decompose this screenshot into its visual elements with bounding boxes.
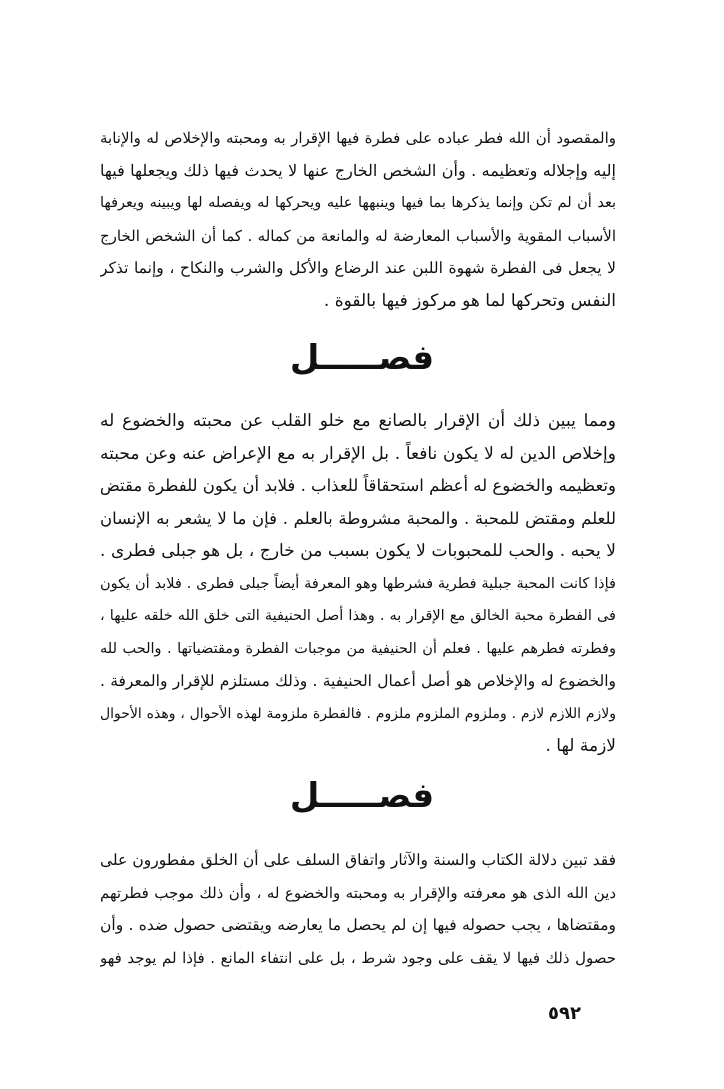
text-line: لازمة لها . [545, 736, 616, 756]
text-line: فى الفطرة محبة الخالق مع الإقرار به . وهذا أصل الحنيفية التى خلق الله خلقه عليها ، [100, 608, 616, 624]
text-line: والخضوع له والإخلاص هو أصل أعمال الحنيفية . وذلك مستلزم للإقرار والمعرفة . [100, 672, 616, 690]
text-line: إليه وإجلاله وتعظيمه . وأن الشخص الخارج عنها لا يحدث فيها ذلك ويجعلها فيها [100, 160, 616, 180]
text-line: فإذا كانت المحبة جبلية فطرية فشرطها وهو المعرفة أيضاً جبلى فطرى . فلابد أن يكون [100, 575, 616, 592]
text-line: ومما يبين ذلك أن الإقرار بالصانع مع خلو القلب عن محبته والخضوع له [100, 411, 616, 431]
text-line: والمقصود أن الله فطر عباده على فطرة فيها الإقرار به ومحبته والإخلاص له والإنابة [100, 129, 616, 147]
text-line: حصول ذلك فيها لا يقف على وجود شرط ، بل على انتفاء المانع . فإذا لم يوجد فهو [100, 948, 616, 967]
text-line: وتعظيمه والخضوع له أعظم استحقاقاً للعذاب . فلابد أن يكون للفطرة مقتض [100, 476, 616, 495]
paragraph-3 [100, 844, 616, 974]
text-line: وفطرته فطرهم عليها . فعلم أن الحنيفية من موجبات الفطرة ومقتضياتها . والحب لله [100, 640, 616, 657]
text-line: ومقتضاها ، يجب حصوله فيها إن لم يحصل ما يعارضه ويقتضى حصول ضده . وأن [100, 916, 616, 934]
text-line: ولازم اللازم لازم . وملزوم الملزوم ملزوم . فالفطرة ملزومة لهذه الأحوال ، وهذه الأحوال [100, 705, 616, 722]
section-heading-1: فصـــــل [289, 338, 435, 378]
text-line: فقد تبين دلالة الكتاب والسنة والآثار واتفاق السلف على أن الخلق مفطورون على [100, 851, 616, 869]
text-line: للعلم ومقتض للمحبة . والمحبة مشروطة بالعلم . فإن ما لا يشعر به الإنسان [100, 508, 616, 528]
text-line: دين الله الذى هو معرفته والإقرار به ومحبته والخضوع له ، وأن ذلك موجب فطرتهم [100, 883, 616, 902]
text-line: الأسباب المقوية والأسباب المعارضة له والمانعة من كماله . كما أن الشخص الخارج [100, 226, 616, 245]
text-line: بعد أن لم تكن وإنما يذكرها بما فيها وينبهها عليه ويحركها له ويفصله لها ويبينه ويعرفها [100, 195, 616, 211]
text-line: لا يجعل فى الفطرة شهوة اللبن عند الرضاع والأكل والشرب والنكاح ، وإنما تذكر [100, 259, 616, 277]
section-heading-2: فصـــــل [289, 776, 435, 816]
paragraph-1 [100, 122, 616, 317]
text-line: وإخلاص الدين له لا يكون نافعاً . بل الإقرار به مع الإعراض عنه وعن محبته [100, 443, 616, 464]
text-line: النفس وتحركها لما هو مركوز فيها بالقوة . [323, 290, 616, 311]
page-number: ٥٩٢ [548, 1003, 581, 1024]
text-line: لا يحبه . والحب للمحبوبات لا يكون بسبب من خارج ، بل هو جبلى فطرى . [100, 541, 616, 561]
paragraph-2 [100, 405, 616, 763]
